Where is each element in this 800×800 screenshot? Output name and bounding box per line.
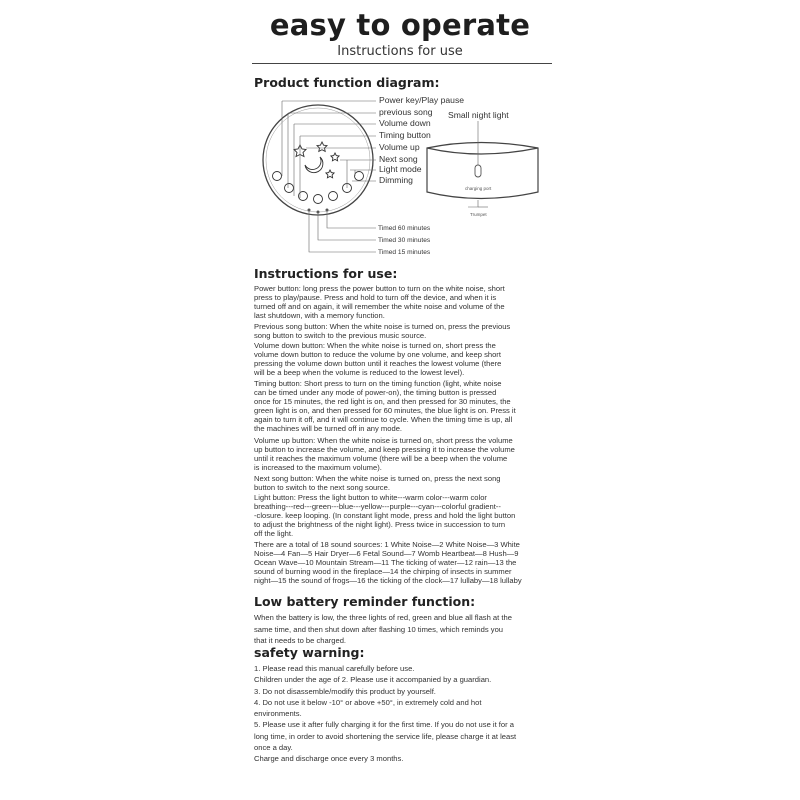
safety-item: Children under the age of 2. Please use it accompanied by a guardian. [254,675,492,685]
instruction-timing-button: Timing button: Short press to turn on the timing function (light, white noise can be timed under any mode of power-on), the timing button is pressed once for 15 minutes, the red light is on, and then pressed for 30 minutes, the green light is on, and then pressed for 60 minutes, the blue light is on. Press it again to turn it off, and it will continue to cycle. When the timing time is up, all the machines will be turned off in any mode. [254,379,516,433]
instruction-next-song: Next song button: When the white noise is turned on, press the next song button to switch to the next song source. [254,474,501,492]
instruction-sound-sources: There are a total of 18 sound sources: 1 White Noise—2 White Noise—3 White Noise—4 Fan—5 Hair Dryer—6 Fetal Sound—7 Womb Heartbeat—8 Hush—9 Ocean Wave—10 Mountain Stream—11 The ticking of water—12 rain—13 the sound of burning wood in the fireplace—14 the chirping of insects in summer night—15 the sound of frogs—16 the ticking of the clock—17 lullaby—18 lullaby [254,540,522,585]
safety-item: long time, in order to avoid shortening the service life, please charge it at least [254,731,517,741]
battery-heading: Low battery reminder function: [254,594,476,609]
instruction-volume-up: Volume up button: When the white noise is turned on, short press the volume up button to increase the volume, and keep pressing it to increase the volume until it reaches the maximum volume (there will be a beep when the volume is increased to the maximum volume). [254,436,515,472]
safety-heading: safety warning: [254,645,365,660]
safety-item: 4. Do not use it below -10° or above +50°, in extremely cold and hot [254,697,482,707]
instruction-light-button: Light button: Press the light button to white---warm color---warm color breathing---red---green---blue---yellow---purple---cyan---colorful gradient-- -closure. keep looping. (In constant light mode, press and hold the light button to adjust the brightness of the night light). Press twice in succession to turn off the light. [254,493,516,538]
callout-light-mode: Light mode [379,164,422,174]
callout-volume-down: Volume down [379,118,431,128]
safety-item: 3. Do not disassemble/modify this product by yourself. [254,686,436,696]
callout-timing-button: Timing button [379,130,431,140]
safety-item: 1. Please read this manual carefully before use. [254,664,415,673]
timer-label-30: Timed 30 minutes [378,237,431,244]
safety-item: Charge and discharge once every 3 months. [254,754,404,764]
diagram-heading: Product function diagram: [254,75,440,90]
safety-item: once a day. [254,743,293,753]
callout-power-key: Power key/Play pause [379,95,465,105]
timer-label-15: Timed 15 minutes [378,249,431,256]
charging-port-label: charging port [465,186,492,191]
page-subtitle: Instructions for use [337,44,463,59]
instruction-previous-song: Previous song button: When the white noise is turned on, press the previous song button to switch to the previous music source. [254,322,511,340]
trumpet-label: Trumpet [470,212,487,217]
safety-item: 5. Please use it after fully charging it for the first time. If you do not use it for a [254,720,515,730]
instruction-volume-down: Volume down button: When the white noise is turned on, short press the volume down button to reduce the volume by one volume, and keep short pressing the volume down button until it reaches the lowest volume (there will be a beep when the volume is reduced to the lowest level). [254,341,502,377]
night-light-indicator [475,165,481,177]
page-title: easy to operate [269,8,531,42]
instructions-heading: Instructions for use: [254,266,398,281]
timer-label-60: Timed 60 minutes [378,225,431,232]
callout-dimming: Dimming [379,175,413,185]
battery-text: When the battery is low, the three lights of red, green and blue all flash at the same time, and then shut down after flashing 10 times, which reminds you that it needs to be charged. [254,613,512,645]
instruction-power-button: Power button: long press the power button to turn on the white noise, short press to play/pause. Press and hold to turn off the device, and when it is turned off and on again, it will remember the white noise and volume of the last shutdown, with a memory function. [254,284,505,320]
safety-list [254,663,550,765]
callout-next-song: Next song [379,154,418,164]
night-light-label: Small night light [448,110,509,120]
callout-volume-up: Volume up [379,142,420,152]
safety-item: environments. [254,709,302,719]
callout-previous-song: previous song [379,107,433,117]
